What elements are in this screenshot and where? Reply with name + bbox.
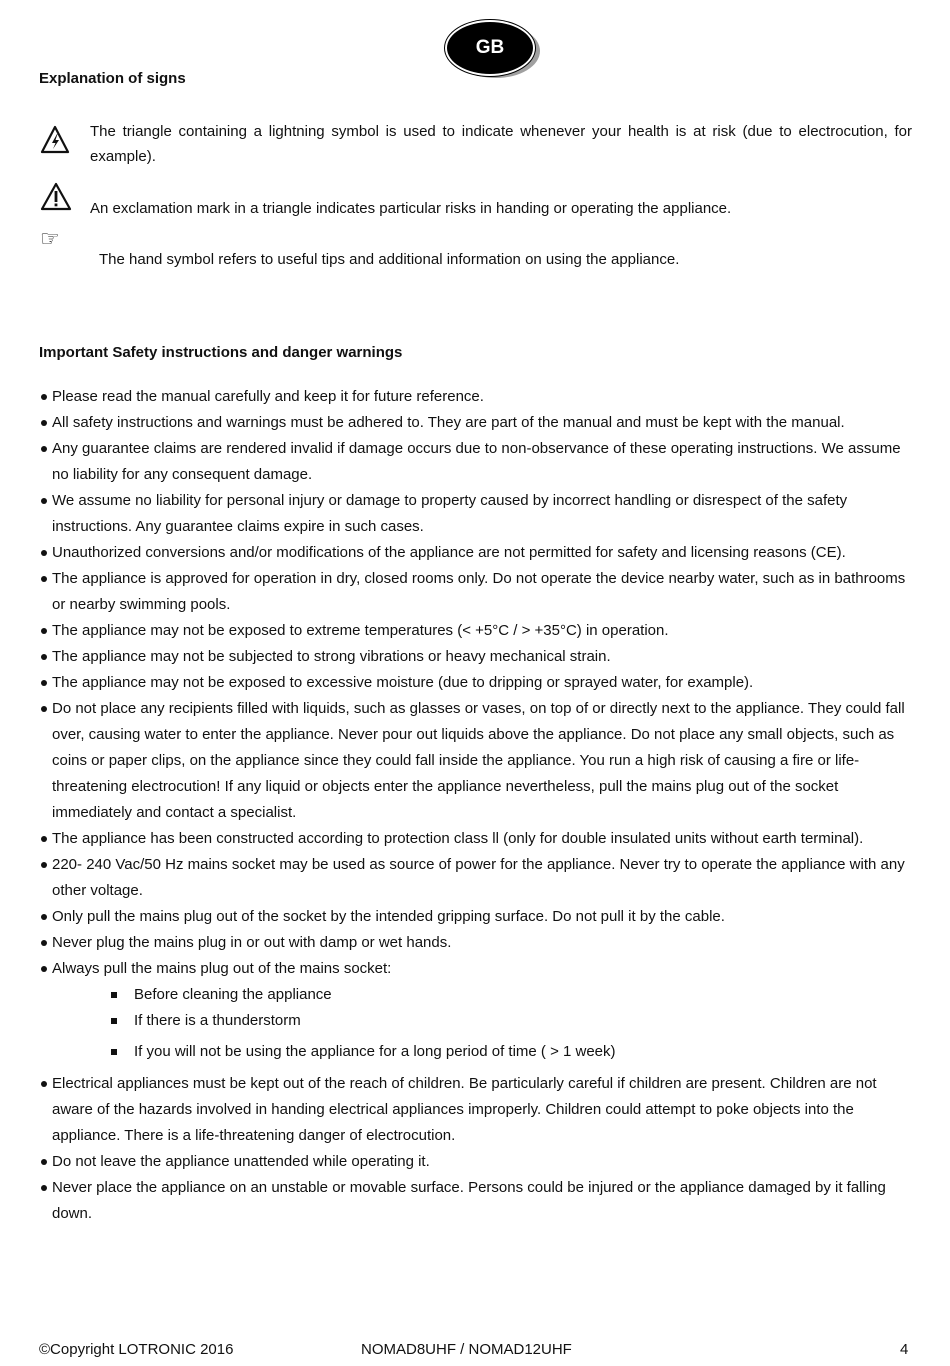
pointing-hand-icon: ☞: [40, 227, 60, 252]
sub-list-item: Before cleaning the appliance: [40, 982, 915, 1008]
list-item: Only pull the mains plug out of the socket by the intended gripping surface. Do not pull it by the cable.: [40, 904, 915, 930]
signs-heading: Explanation of signs: [39, 70, 186, 87]
sign-lightning-text: The triangle containing a lightning symbol is used to indicate whenever your health is at risk (due to electrocution, for example).: [90, 123, 912, 165]
sign-hand: [40, 227, 912, 275]
list-item: Any guarantee claims are rendered invalid if damage occurs due to non-observance of these operating instructions. We assume no liability for any consequent damage.: [40, 436, 915, 488]
list-item: The appliance may not be subjected to strong vibrations or heavy mechanical strain.: [40, 644, 915, 670]
safety-heading: Important Safety instructions and danger warnings: [39, 344, 403, 361]
list-item: The appliance is approved for operation in dry, closed rooms only. Do not operate the device nearby water, such as in bathrooms or nearby swimming pools.: [40, 566, 915, 618]
sub-list-item: If there is a thunderstorm: [40, 1008, 915, 1034]
list-item: Never place the appliance on an unstable or movable surface. Persons could be injured or the appliance damaged by it falling down.: [40, 1175, 915, 1227]
list-item: The appliance may not be exposed to extreme temperatures (< +5°C / > +35°C) in operation.: [40, 618, 915, 644]
sign-exclamation: [40, 180, 912, 222]
language-badge: GB: [445, 20, 535, 76]
list-item: Do not place any recipients filled with liquids, such as glasses or vases, on top of or directly next to the appliance. They could fall over, causing water to enter the appliance. Never pour out liquids above the appliance. Do not place any small objects, such as coins or paper clips, on the appliance since they could fall inside the appliance. You run a high risk of causing a fire or life-threatening electrocution! If any liquid or objects enter the appliance nevertheless, pull the mains plug out of the socket immediately and contact a specialist.: [40, 696, 915, 826]
list-item: Unauthorized conversions and/or modifications of the appliance are not permitted for safety and licensing reasons (CE).: [40, 540, 915, 566]
list-item: Electrical appliances must be kept out of the reach of children. Be particularly careful if children are present. Children are not aware of the hazards involved in handing electrical appliances improperly. Children could attempt to poke objects into the appliance. There is a life-threatening danger of electrocution.: [40, 1071, 915, 1149]
safety-list: [40, 384, 915, 1227]
list-item: 220- 240 Vac/50 Hz mains socket may be used as source of power for the appliance. Never try to operate the appliance with any other voltage.: [40, 852, 915, 904]
sub-list-item: If you will not be using the appliance for a long period of time ( > 1 week): [40, 1039, 915, 1065]
footer-page-number: 4: [900, 1341, 909, 1358]
list-item: Please read the manual carefully and keep it for future reference.: [40, 384, 915, 410]
list-item: Never plug the mains plug in or out with damp or wet hands.: [40, 930, 915, 956]
sign-exclamation-text: An exclamation mark in a triangle indicates particular risks in handing or operating the appliance.: [90, 200, 732, 217]
sign-lightning: [40, 119, 912, 171]
list-item: Do not leave the appliance unattended while operating it.: [40, 1149, 915, 1175]
footer-copyright: ©Copyright LOTRONIC 2016: [39, 1341, 234, 1358]
sign-hand-text: The hand symbol refers to useful tips and additional information on using the appliance.: [99, 251, 680, 268]
list-item: All safety instructions and warnings must be adhered to. They are part of the manual and must be kept with the manual.: [40, 410, 915, 436]
list-item: Always pull the mains plug out of the mains socket:: [40, 956, 915, 982]
list-item: We assume no liability for personal injury or damage to property caused by incorrect handling or disrespect of the safety instructions. Any guarantee claims expire in such cases.: [40, 488, 915, 540]
footer-model: NOMAD8UHF / NOMAD12UHF: [361, 1341, 572, 1358]
lightning-triangle-icon: [40, 125, 70, 155]
exclamation-triangle-icon: [40, 182, 72, 212]
list-item: The appliance may not be exposed to excessive moisture (due to dripping or sprayed water, for example).: [40, 670, 915, 696]
list-item: The appliance has been constructed according to protection class ll (only for double insulated units without earth terminal).: [40, 826, 915, 852]
